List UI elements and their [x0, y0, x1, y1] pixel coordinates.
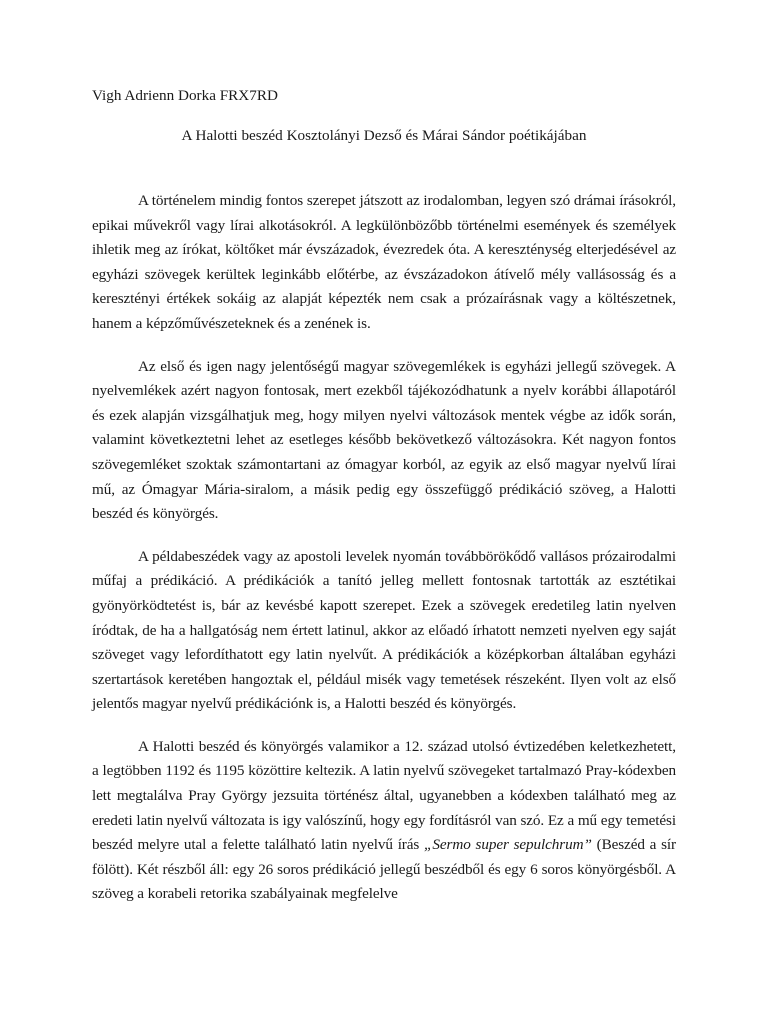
paragraph-1: [92, 189, 676, 337]
paragraph-3: [92, 545, 676, 717]
latin-quote: „Sermo super sepulchrum”: [424, 836, 592, 854]
paragraph-text: A történelem mindig fontos szerepet játszott az irodalomban, legyen szó drámai írásokról, epikai művekről vagy lírai alkotásokról. A legkülönbözőbb történelmi események és személyek ihletik meg az írókat, költőket már évszázadok, évezredek óta. A kereszténység elterjedésével az egyházi szövegek kerültek leginkább előtérbe, az évszázadokon átívelő mély vallásosság és a keresztényi értékek sokáig az alapját képezték nem csak a prózaírásnak vagy a költészetnek, hanem a képzőművészeteknek és a zenének is.: [92, 192, 676, 332]
paragraph-text: (Beszéd a sír fölött). Két részből áll: egy 26 soros prédikáció jellegű beszédből és egy 6 soros könyörgésből. A szöveg a korabeli retorika szabályainak megfelelve: [92, 836, 676, 903]
paragraph-2: [92, 355, 676, 527]
paragraph-4: [92, 735, 676, 907]
document-body: [92, 189, 676, 907]
document-title: A Halotti beszéd Kosztolányi Dezső és Márai Sándor poétikájában: [181, 127, 587, 144]
paragraph-text: A példabeszédek vagy az apostoli levelek nyomán továbbörökődő vallásos prózairodalmi műfaj a prédikáció. A prédikációk a tanító jelleg mellett fontosnak tartották az esztétikai gyönyörködtetést is, bár az kevésbé kapott szerepet. Ezek a szövegek eredetileg latin nyelven íródtak, de ha a hallgatóság nem értett latinul, akkor az előadó írhatott nemzeti nyelven egy saját szöveget vagy lefordíthatott egy latin nyelvűt. A prédikációk a középkorban általában egyházi szertartások keretében hangoztak el, például misék vagy temetések részeként. Ilyen volt az első jelentős magyar nyelvű prédikációnk is, a Halotti beszéd és könyörgés.: [92, 547, 676, 713]
document-page: [92, 86, 676, 907]
author-line: Vigh Adrienn Dorka FRX7RD: [92, 87, 278, 104]
paragraph-text: Az első és igen nagy jelentőségű magyar szövegemlékek is egyházi jellegű szövegek. A nyelvemlékek azért nagyon fontosak, mert ezekből tájékozódhatunk a nyelv korábbi állapotáról és ezek alapján vizsgálhatjuk meg, hogy milyen nyelvi változások mentek végbe az idők során, valamint következtetni lehet az esetleges később bekövetkező változásokra. Két nagyon fontos szövegemléket szoktak számontartani az ómagyar korból, az egyik az első magyar nyelvű lírai mű, az Ómagyar Mária-siralom, a másik pedig egy összefüggő prédikáció szöveg, a Halotti beszéd és könyörgés.: [92, 357, 676, 523]
paragraph-text: A Halotti beszéd és könyörgés valamikor a 12. század utolsó évtizedében keletkezhetett, a legtöbben 1192 és 1195 közöttire keltezik. A latin nyelvű szövegeket tartalmazó Pray-kódexben lett megtalálva Pray György jezsuita történész által, ugyanebben a kódexben található meg az eredeti latin nyelvű változata is igy valószínű, hogy egy fordításról van szó. Ez a mű egy temetési beszéd melyre utal a felette található latin nyelvű írás: [92, 737, 676, 854]
